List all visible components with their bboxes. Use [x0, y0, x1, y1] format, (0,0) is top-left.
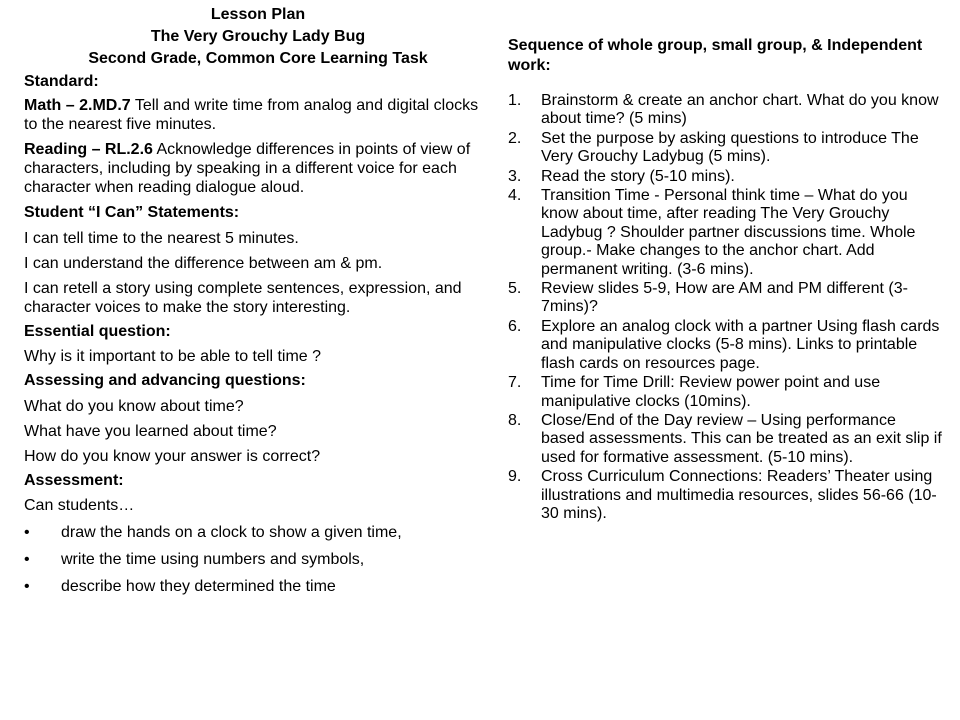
right-column [508, 36, 943, 524]
step-number: 9. [508, 468, 522, 486]
assessment-bullet [24, 550, 492, 569]
assessing-item: How do you know your answer is correct? [24, 448, 321, 465]
sequence-step [508, 130, 943, 167]
grade-line: Second Grade, Common Core Learning Task [88, 50, 428, 67]
sequence-title: Sequence of whole group, small group, & Independent work: [508, 37, 923, 74]
math-standard-text: Tell and write time from analog and digital clocks to the nearest five minutes. [24, 97, 479, 133]
essential-question-heading: Essential question: [24, 323, 171, 340]
sequence-step [508, 374, 943, 411]
assessment-intro: Can students… [24, 497, 135, 514]
step-text: Time for Time Drill: Review power point and use manipulative clocks (10mins). [541, 374, 881, 410]
reading-standard-text: Acknowledge differences in points of view of characters, including by speaking in a different voice for each character when reading dialogue aloud. [24, 141, 471, 196]
sequence-step [508, 168, 943, 186]
step-number: 8. [508, 411, 522, 429]
step-text: Brainstorm & create an anchor chart. What do you know about time? (5 mins) [541, 92, 939, 128]
sequence-step [508, 187, 943, 279]
step-text: Read the story (5-10 mins). [541, 167, 735, 185]
assessment-heading: Assessment: [24, 472, 124, 489]
step-number: 7. [508, 374, 522, 392]
assessing-item: What have you learned about time? [24, 423, 277, 440]
assessment-bullet [24, 577, 492, 596]
assessing-heading: Assessing and advancing questions: [24, 372, 306, 389]
step-text: Set the purpose by asking questions to introduce The Very Grouchy Ladybug (5 mins). [541, 129, 919, 166]
bullet-mark: • [24, 524, 30, 541]
step-number: 6. [508, 317, 522, 335]
left-column [24, 0, 492, 596]
reading-standard [24, 140, 492, 197]
sequence-step [508, 318, 943, 373]
assessing-item: What do you know about time? [24, 398, 244, 415]
sequence-step [508, 280, 943, 317]
step-text: Close/End of the Day review – Using performance based assessments. This can be treated as an exit slip if used for formative assessment. (5-10 mins). [541, 411, 942, 466]
sequence-steps [508, 92, 943, 523]
sequence-step [508, 468, 943, 523]
assessment-bullet-text: write the time using numbers and symbols, [61, 551, 365, 568]
reading-standard-label: Reading – RL.2.6 [24, 141, 153, 158]
step-text: Explore an analog clock with a partner Using flash cards and manipulative clocks (5-8 mins). Links to printable flash cards on resources page. [541, 317, 940, 372]
sequence-step [508, 412, 943, 467]
bullet-mark: • [24, 551, 30, 568]
step-text: Transition Time - Personal think time – What do you know about time, after reading The Very Grouchy Ladybug ? Shoulder partner discussions time. Whole group.- Make changes to the anchor chart. Add permanent writing. (3-6 mins). [541, 187, 916, 278]
assessment-bullet-text: draw the hands on a clock to show a given time, [61, 524, 402, 541]
i-can-item: I can retell a story using complete sentences, expression, and character voices to make the story interesting. [24, 280, 462, 316]
bullet-mark: • [24, 578, 30, 595]
step-number: 2. [508, 129, 522, 147]
step-number: 5. [508, 280, 522, 298]
math-standard-label: Math – 2.MD.7 [24, 97, 131, 114]
assessment-bullet [24, 523, 492, 542]
step-text: Review slides 5-9, How are AM and PM different (3-7mins)? [541, 280, 908, 316]
sequence-step [508, 92, 943, 129]
standard-heading: Standard: [24, 73, 99, 90]
i-can-heading: Student “I Can” Statements: [24, 204, 240, 221]
assessment-bullet-text: describe how they determined the time [61, 578, 336, 595]
step-number: 3. [508, 167, 522, 185]
math-standard [24, 96, 492, 134]
i-can-item: I can understand the difference between am & pm. [24, 255, 383, 272]
page-title: Lesson Plan [210, 6, 306, 23]
lesson-subtitle: The Very Grouchy Lady Bug [150, 28, 366, 45]
step-text: Cross Curriculum Connections: Readers’ Theater using illustrations and multimedia resources, slides 56-66 (10-30 mins). [541, 468, 937, 522]
i-can-item: I can tell time to the nearest 5 minutes. [24, 230, 299, 247]
essential-question-text: Why is it important to be able to tell time ? [24, 348, 322, 365]
step-number: 4. [508, 187, 522, 205]
step-number: 1. [508, 92, 522, 109]
